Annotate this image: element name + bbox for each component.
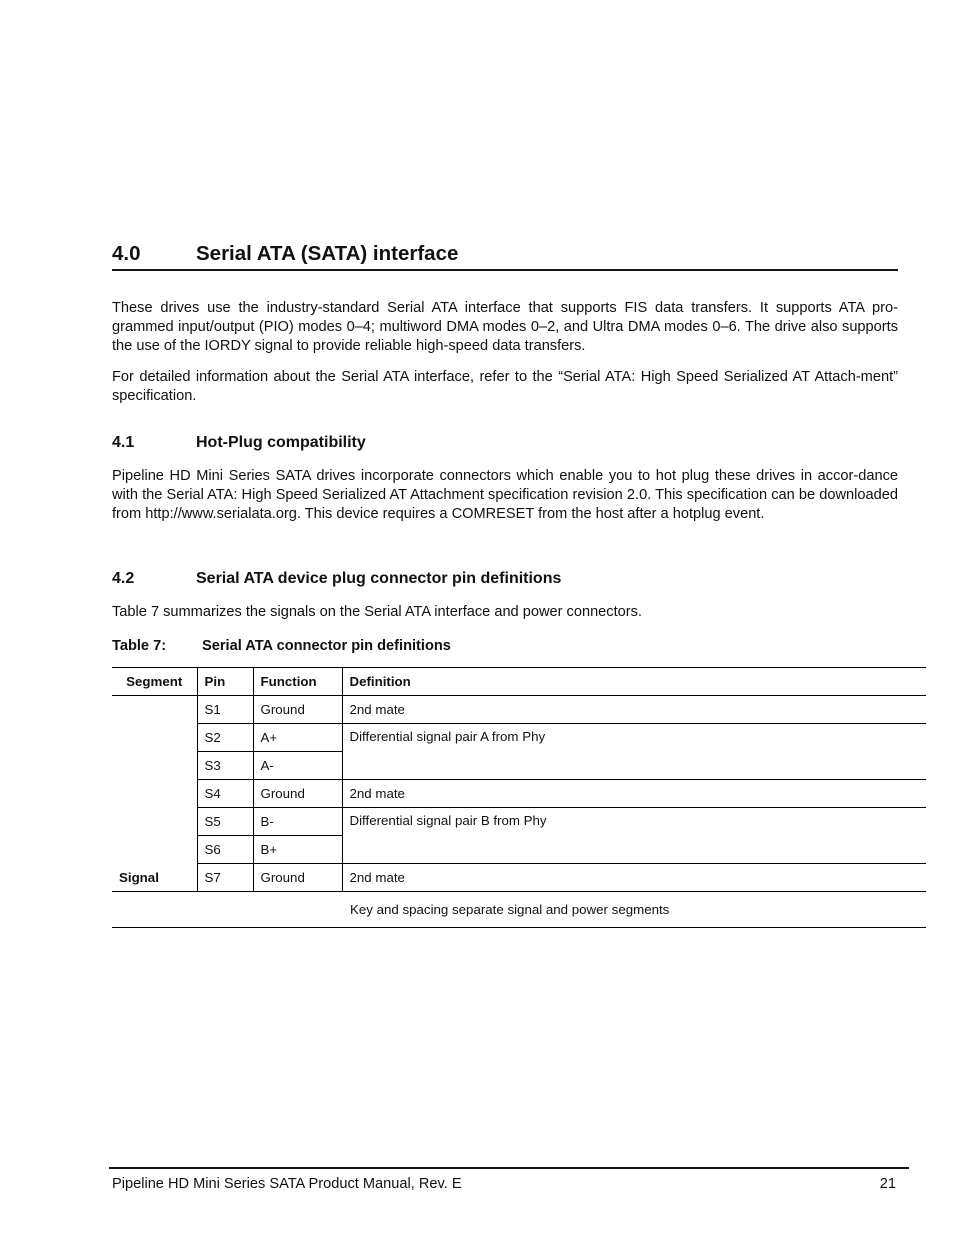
definition-cell: Differential signal pair B from Phy: [342, 808, 926, 864]
section-number: 4.0: [112, 242, 141, 265]
function-cell: A+: [253, 724, 342, 752]
table-note: Key and spacing separate signal and power segments: [112, 892, 926, 928]
subsection-title: Hot-Plug compatibility: [196, 434, 366, 451]
definition-cell: 2nd mate: [342, 864, 926, 892]
function-cell: A-: [253, 752, 342, 780]
table-caption-title: Serial ATA connector pin definitions: [202, 638, 451, 654]
table-row: [112, 864, 926, 892]
function-cell: Ground: [253, 780, 342, 808]
header-definition: Definition: [342, 668, 926, 696]
table-header-row: [112, 668, 926, 696]
header-function: Function: [253, 668, 342, 696]
table-row: [112, 724, 926, 752]
pin-cell: S6: [197, 836, 253, 864]
table-row: [112, 780, 926, 808]
definition-cell: 2nd mate: [342, 780, 926, 808]
pin-cell: S2: [197, 724, 253, 752]
section-title: Serial ATA (SATA) interface: [196, 242, 459, 265]
intro-paragraph: These drives use the industry-standard Serial ATA interface that supports FIS data transfers. It supports ATA pro-grammed input/output (PIO) modes 0–4; multiword DMA modes 0–2, and Ultra DMA modes 0–6. The drive also supports the use of the IORDY signal to provide reliable high-speed data transfers.: [112, 300, 898, 354]
spec-reference-paragraph: For detailed information about the Serial ATA interface, refer to the “Serial ATA: High Speed Serialized AT Attach-ment” specification.: [112, 369, 898, 404]
pin-cell: S4: [197, 780, 253, 808]
segment-signal: Signal: [112, 696, 197, 892]
table-row: [112, 808, 926, 836]
footer-divider: [109, 1167, 909, 1169]
subsection-number: 4.2: [112, 570, 135, 587]
pins-intro-paragraph: Table 7 summarizes the signals on the Serial ATA interface and power connectors.: [112, 604, 642, 620]
subsection-number: 4.1: [112, 434, 135, 451]
section-heading: [112, 241, 898, 271]
function-cell: B-: [253, 808, 342, 836]
hotplug-paragraph: Pipeline HD Mini Series SATA drives incorporate connectors which enable you to hot plug these drives in accor-dance with the Serial ATA: High Speed Serialized AT Attachment specification revision 2.0. This specification can be downloaded from http://www.serialata.org. This device requires a COMRESET from the host after a hotplug event.: [112, 468, 898, 522]
pin-cell: S1: [197, 696, 253, 724]
table-row: [112, 696, 926, 724]
function-cell: Ground: [253, 696, 342, 724]
subsection-title: Serial ATA device plug connector pin definitions: [196, 570, 562, 587]
pin-cell: S7: [197, 864, 253, 892]
footer-title: Pipeline HD Mini Series SATA Product Manual, Rev. E: [112, 1176, 462, 1192]
header-segment: Segment: [112, 668, 197, 696]
table-note-row: [112, 892, 926, 928]
pin-cell: S5: [197, 808, 253, 836]
function-cell: B+: [253, 836, 342, 864]
table-caption-number: Table 7:: [112, 638, 167, 654]
page-number: 21: [879, 1176, 896, 1192]
function-cell: Ground: [253, 864, 342, 892]
pin-definitions-table: [112, 667, 926, 928]
definition-cell: 2nd mate: [342, 696, 926, 724]
definition-cell: Differential signal pair A from Phy: [342, 724, 926, 780]
header-pin: Pin: [197, 668, 253, 696]
pin-cell: S3: [197, 752, 253, 780]
